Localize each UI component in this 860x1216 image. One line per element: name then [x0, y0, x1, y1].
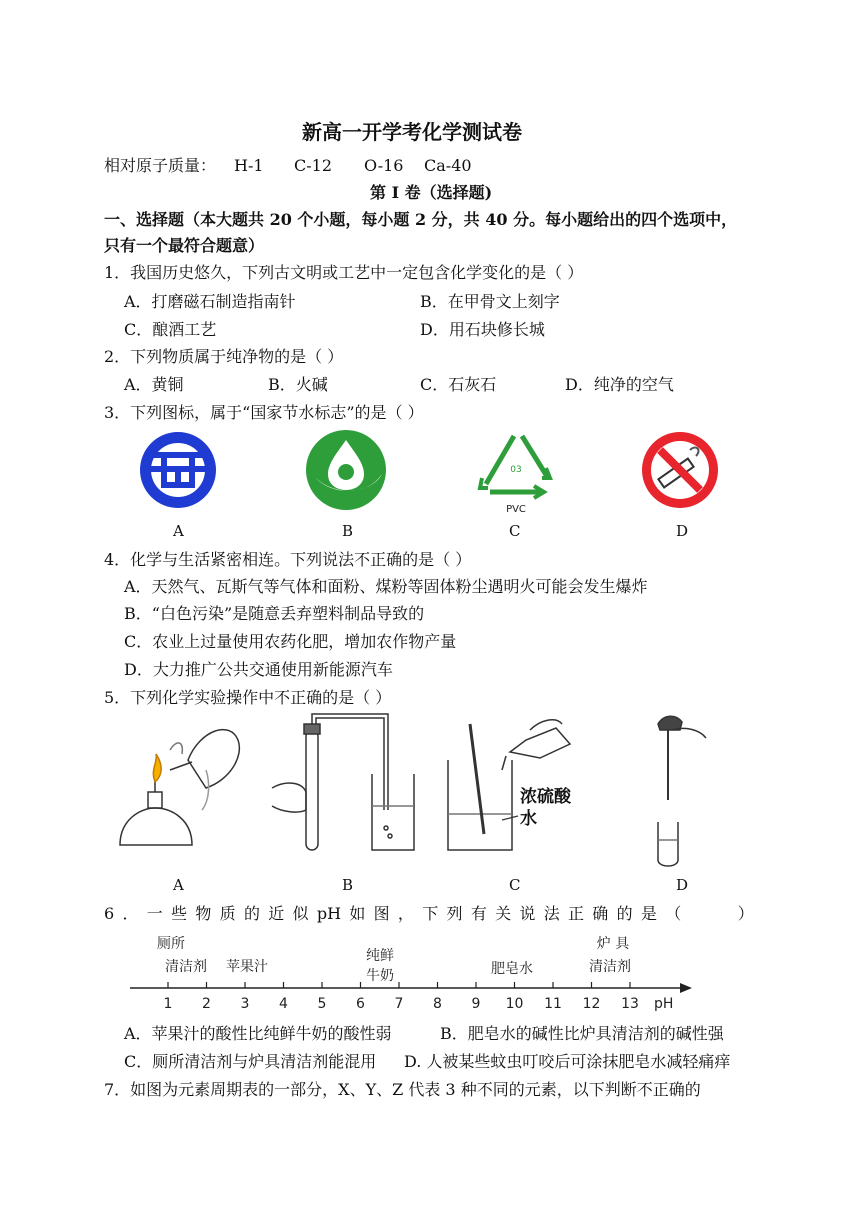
- q1-option-c: C．酿酒工艺: [124, 320, 217, 339]
- water-pointer: [502, 816, 518, 820]
- q1-option-a: A．打磨磁石制造指南针: [124, 292, 296, 311]
- q6-stem-char: 些: [171, 904, 188, 923]
- volume-heading: 第 I 卷（选择题): [370, 183, 493, 202]
- ph-tick-label: 1: [163, 996, 173, 1012]
- stove-cleaner-label-1: 炉 具: [596, 936, 630, 952]
- ph-tick-label: 6: [356, 996, 365, 1012]
- icon-b-water-saving-logo: [306, 430, 386, 510]
- q6-stem-char: 正: [568, 904, 585, 923]
- water-label: 水: [520, 809, 537, 829]
- section-heading-line2: 只有一个最符合题意）: [104, 236, 265, 255]
- q6-stem-char: 说: [519, 904, 536, 923]
- q5-label-d: D: [676, 876, 689, 894]
- ph-tick-label: 10: [505, 996, 524, 1012]
- ph-tick-label: 12: [582, 996, 601, 1012]
- q4-option-c: C．农业上过量使用农药化肥，增加农作物产量: [124, 632, 457, 651]
- q2-stem: 2．下列物质属于纯净物的是（ ）: [104, 347, 344, 366]
- q5-label-a: A: [173, 876, 184, 894]
- q6-stem-char: ）: [737, 904, 754, 923]
- q3-label-d: D: [676, 522, 689, 540]
- ph-scale: [120, 930, 700, 1012]
- apparatus-d-dropper: [658, 716, 706, 866]
- ph-tick-label: 8: [433, 996, 442, 1012]
- q6-stem-char: 图: [373, 904, 390, 923]
- icon-d-no-smoking: [642, 432, 718, 508]
- apple-juice-label: 苹果汁: [226, 959, 268, 975]
- ph-tick-label: 7: [394, 996, 404, 1012]
- ph-tick-label: 13: [621, 996, 639, 1012]
- ph-tick-label: 3: [240, 996, 250, 1012]
- apparatus-c-dilute-acid: [448, 720, 570, 850]
- q6-stem-char: 的: [616, 904, 633, 923]
- ph-axis-arrow: [680, 983, 692, 993]
- q6-option-a: A．苹果汁的酸性比纯鲜牛奶的酸性弱: [124, 1024, 392, 1043]
- q1-stem: 1．我国历史悠久，下列古文明或工艺中一定包含化学变化的是（ ）: [104, 263, 584, 282]
- stove-cleaner-label-2: 清洁剂: [589, 959, 631, 975]
- acid-label: 浓硫酸: [520, 787, 571, 807]
- atomic-mass-h: H-1: [234, 156, 264, 175]
- q5-label-c: C: [509, 876, 521, 894]
- q7-stem: 7．如图为元素周期表的一部分，X、Y、Z 代表 3 种不同的元素，以下判断不正确的: [104, 1080, 701, 1099]
- q6-stem-char: 一: [146, 904, 163, 923]
- q6-stem-char: （: [665, 904, 682, 923]
- ph-tick-label: 11: [544, 996, 562, 1012]
- milk-label-2: 牛奶: [366, 968, 394, 984]
- q2-option-a: A．黄铜: [124, 375, 184, 394]
- q3-label-a: A: [173, 522, 184, 540]
- q4-option-d: D．大力推广公共交通使用新能源汽车: [124, 660, 393, 679]
- ph-tick-label: 2: [202, 996, 211, 1012]
- q5-label-b: B: [342, 876, 354, 894]
- atomic-mass-ca: Ca-40: [424, 156, 472, 175]
- q3-label-b: B: [342, 522, 354, 540]
- q6-stem-char: 列: [446, 904, 463, 923]
- q6-stem: [104, 904, 754, 924]
- soap-water-label: 肥皂水: [491, 961, 533, 977]
- q6-stem-char: 近: [268, 904, 285, 923]
- q2-option-c: C．石灰石: [420, 375, 497, 394]
- q4-stem: 4．化学与生活紧密相连。下列说法不正确的是（ ）: [104, 550, 472, 569]
- q6-stem-char: ，: [397, 904, 414, 923]
- toilet-cleaner-label-2: 清洁剂: [165, 959, 207, 975]
- milk-label-1: 纯鲜: [366, 948, 394, 964]
- ph-ticks: [164, 982, 639, 1012]
- q6-option-d: D. 人被某些蚊虫叮咬后可涂抹肥皂水减轻痛痒: [404, 1052, 731, 1071]
- toilet-cleaner-label-1: 厕所: [157, 936, 185, 952]
- q1-option-b: B．在甲骨文上刻字: [420, 292, 560, 311]
- atomic-mass-c: C-12: [294, 156, 333, 175]
- q3-stem: 3．下列图标，属于“国家节水标志”的是（ ）: [104, 403, 424, 422]
- q5-stem: 5．下列化学实验操作中不正确的是（ ）: [104, 688, 392, 707]
- q2-option-b: B．火碱: [268, 375, 328, 394]
- section-heading-line1: 一、选择题（本大题共 20 个小题，每小题 2 分，共 40 分。每小题给出的四个选项中，: [104, 210, 738, 229]
- q1-option-d: D．用石块修长城: [420, 320, 545, 339]
- recycle-code: PVC: [506, 504, 526, 515]
- ph-tick-label: 9: [471, 996, 481, 1012]
- q6-stem-char: 6: [104, 904, 115, 923]
- q6-stem-char: 是: [640, 904, 657, 923]
- q6-stem-char: 法: [543, 904, 560, 923]
- q6-stem-char: 的: [243, 904, 260, 923]
- q4-option-a: A．天然气、瓦斯气等气体和面粉、煤粉等固体粉尘遇明火可能会发生爆炸: [124, 577, 648, 596]
- q4-option-b: B．“白色污染”是随意丢弃塑料制品导致的: [124, 604, 425, 623]
- q6-option-c: C．厕所清洁剂与炉具清洁剂能混用: [124, 1052, 377, 1071]
- icon-a-blue-emblem: [140, 432, 216, 508]
- apparatus-b-airtightness-check: [272, 714, 414, 850]
- q6-stem-char: 有: [470, 904, 487, 923]
- apparatus-a-alcohol-lamps: [120, 730, 239, 845]
- q6-stem-char: 确: [592, 904, 609, 923]
- q6-stem-char: ．: [122, 904, 139, 923]
- q6-stem-char: 质: [219, 904, 236, 923]
- q5-apparatus: [110, 710, 730, 870]
- q3-icons: [130, 428, 730, 518]
- q6-stem-char: 关: [495, 904, 512, 923]
- q6-stem-char: 如: [349, 904, 366, 923]
- recycle-number: 03: [510, 465, 522, 475]
- q6-stem-char: 似: [292, 904, 309, 923]
- q6-stem-char: pH: [316, 904, 342, 923]
- q3-label-c: C: [509, 522, 521, 540]
- ph-tick-label: 5: [317, 996, 327, 1012]
- ph-unit: pH: [654, 996, 674, 1012]
- q6-stem-char: 下: [422, 904, 439, 923]
- q6-option-b: B．肥皂水的碱性比炉具清洁剂的碱性强: [440, 1024, 724, 1043]
- atomic-mass-label: 相对原子质量：: [104, 156, 217, 175]
- q6-stem-char: 物: [195, 904, 212, 923]
- atomic-mass-o: O-16: [364, 156, 404, 175]
- ph-tick-label: 4: [279, 996, 288, 1012]
- q2-option-d: D．纯净的空气: [565, 375, 674, 394]
- page-title: 新高一开学考化学测试卷: [302, 120, 522, 144]
